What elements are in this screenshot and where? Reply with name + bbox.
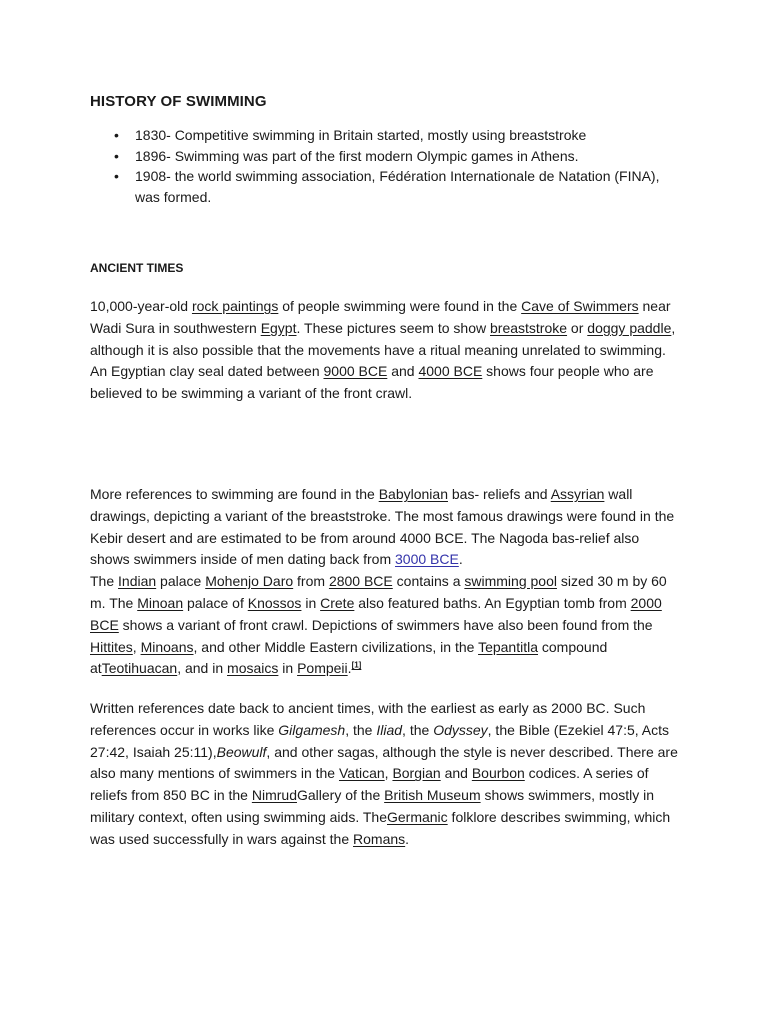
text: and [387,363,419,380]
text: , [384,765,393,782]
link-indian[interactable]: Indian [118,573,157,590]
paragraph-references [90,484,682,680]
text: in [301,594,321,611]
text: sized 30 m by 60 m. The [90,573,667,611]
list-item: • 1896- Swimming was part of the first modern Olympic games in Athens. [90,146,675,167]
link-assyrian[interactable]: Assyrian [550,486,605,502]
italic-title: Gilgamesh [278,721,346,738]
text: . These pictures seem to show [296,319,490,336]
text: . [405,830,410,847]
link-rock-paintings[interactable]: rock paintings [191,298,279,314]
link-9000-bce[interactable]: 9000 BCE [323,363,388,380]
link-babylonian[interactable]: Babylonian [378,486,448,502]
link-minoan[interactable]: Minoan [137,594,184,611]
text: , the [345,721,377,738]
paragraph-cave-paintings [90,296,682,405]
paragraph-written-references [90,698,682,851]
link-germanic[interactable]: Germanic [386,808,448,825]
text: wall drawings, depicting a variant of the breaststroke. The most famous drawings were found in the Kebir desert and are estimated to be from around 4000 BCE. The Nagoda bas-relief also shows swimmers inside of men dating back from [90,486,675,568]
text: compound at [90,638,608,677]
footnote-ref[interactable] [352,661,362,670]
text: The [90,573,119,590]
text: contains a [392,573,465,590]
link-cave-of-swimmers[interactable]: Cave of Swimmers [521,298,639,314]
timeline-list [90,125,675,207]
text: in [278,660,298,677]
text: of people swimming were found in the [278,298,522,314]
text: , and other Middle Eastern civilizations, in the [193,638,479,655]
text: codices. A series of reliefs from 850 BC in the [90,765,649,804]
link-doggy-paddle[interactable]: doggy paddle [587,319,672,336]
link-pompeii[interactable]: Pompeii [297,660,348,677]
text: . [458,551,463,568]
link-vatican[interactable]: Vatican [338,765,385,782]
link-hittites[interactable]: Hittites [90,638,133,655]
link-swimming-pool[interactable]: swimming pool [464,573,557,590]
link-crete[interactable]: Crete [320,594,355,611]
text: shows a variant of front crawl. Depictions of swimmers have also been found from the [118,616,653,633]
link-borgian[interactable]: Borgian [392,765,441,782]
link-knossos[interactable]: Knossos [247,594,302,611]
link-tepantitla[interactable]: Tepantitla [478,638,538,655]
text: , and other sagas, although the style is never described. There are also many mentions of swimmers in the [90,743,678,782]
link-bourbon[interactable]: Bourbon [471,765,525,782]
text: , although it is also possible that the movements have a ritual meaning unrelated to swimming. An Egyptian clay seal dated between [90,319,676,380]
text: , the [402,721,434,738]
link-british-museum[interactable]: British Museum [384,787,481,804]
link-minoans[interactable]: Minoans [140,638,194,655]
italic-title: Odyssey [433,721,488,738]
link-nimrud[interactable]: Nimrud [251,787,297,804]
text: , and in [177,660,228,677]
list-item: • 1908- the world swimming association, Fédération Internationale de Natation (FINA), was formed. [90,166,675,207]
link-teotihuacan[interactable]: Teotihuacan [101,660,178,677]
text: , the Bible (Ezekiel 47:5, Acts 27:42, Isaiah 25:11), [90,721,669,760]
text: from [293,573,329,590]
text: and [440,765,472,782]
page-title: HISTORY OF SWIMMING [90,93,267,110]
text: shows four people who are believed to be swimming a variant of the front crawl. [90,363,654,402]
italic-title: Beowulf [216,743,267,760]
link-3000-bce[interactable]: 3000 BCE [395,551,459,568]
text: bas- reliefs and [447,486,551,502]
text: 10,000-year-old [90,298,192,314]
link-2800-bce[interactable]: 2800 BCE [328,573,393,590]
text: palace [156,573,206,590]
text: shows swimmers, mostly in military context, often using swimming aids. The [90,787,655,825]
link-mohenjo-daro[interactable]: Mohenjo Daro [205,573,294,590]
text: palace of [183,594,248,611]
text: folklore describes swimming, which was used successfully in wars against the [90,808,671,847]
text: or [567,319,588,336]
section-heading: ANCIENT TIMES [90,261,184,275]
link-romans[interactable]: Romans [353,830,406,847]
italic-title: Iliad [376,721,403,738]
text: Written references date back to ancient times, with the earliest as early as 2000 BC. Such references occur in works like [90,700,646,738]
link-4000-bce[interactable]: 4000 BCE [418,363,483,380]
text: . [347,660,352,677]
text: near Wadi Sura in southwestern [90,298,671,336]
text: More references to swimming are found in the [90,486,379,502]
link-breaststroke[interactable]: breaststroke [490,319,568,336]
text: Gallery of the [296,787,385,804]
text: also featured baths. An Egyptian tomb from [354,594,631,611]
link-2000-bce[interactable]: 2000 BCE [90,594,662,633]
footnote-link[interactable]: [1] [351,660,362,670]
link-mosaics[interactable]: mosaics [227,660,279,677]
link-egypt[interactable]: Egypt [260,319,297,336]
text: , [132,638,141,655]
list-item: • 1830- Competitive swimming in Britain started, mostly using breaststroke [90,125,675,146]
